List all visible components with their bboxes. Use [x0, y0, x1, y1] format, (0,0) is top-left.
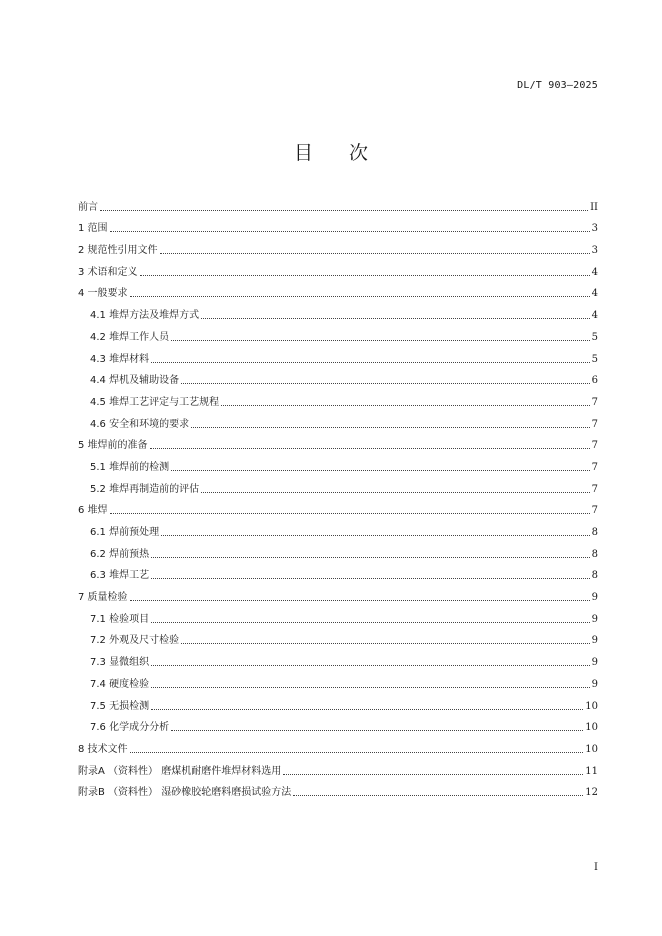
toc-entry-label: 2 规范性引用文件 — [78, 245, 158, 257]
toc-entry[interactable] — [78, 669, 598, 691]
toc-entry-label: 前言 — [78, 201, 98, 213]
toc-entry[interactable] — [78, 387, 598, 409]
dot-leader — [151, 578, 590, 579]
toc-entry[interactable] — [78, 300, 598, 322]
toc-entry[interactable] — [78, 734, 598, 756]
dot-leader — [130, 296, 590, 297]
toc-entry[interactable] — [78, 626, 598, 648]
dot-leader — [150, 448, 590, 449]
dot-leader — [283, 774, 583, 775]
dot-leader — [151, 557, 590, 558]
toc-entry-label: 7.5 无损检测 — [90, 700, 150, 712]
toc-entry-page: 7 — [591, 396, 598, 408]
toc-entry[interactable] — [78, 647, 598, 669]
dot-leader — [161, 535, 590, 536]
toc-entry[interactable] — [78, 691, 598, 713]
toc-entry-page: 4 — [591, 310, 598, 322]
toc-entry[interactable] — [78, 778, 598, 800]
toc-entry[interactable] — [78, 235, 598, 257]
dot-leader — [110, 231, 590, 232]
toc-entry-page: 3 — [591, 245, 598, 257]
toc-entry-page: 7 — [591, 418, 598, 430]
toc-entry-label: 7 质量检验 — [78, 592, 128, 604]
toc-entry-page: 10 — [585, 743, 598, 755]
toc-entry[interactable] — [78, 713, 598, 735]
toc-entry-label: 7.3 显微组织 — [90, 657, 150, 669]
dot-leader — [221, 405, 590, 406]
dot-leader — [171, 470, 590, 471]
toc-entry[interactable] — [78, 756, 598, 778]
dot-leader — [171, 730, 583, 731]
toc-entry-page: 3 — [591, 223, 598, 235]
dot-leader — [151, 709, 583, 710]
toc-entry-label: 附录A （资料性） 磨煤机耐磨件堆焊材料选用 — [78, 765, 282, 777]
toc-entry-page: 7 — [591, 483, 598, 495]
toc-entry-label: 6.2 焊前预热 — [90, 548, 150, 560]
toc-entry-page: 7 — [591, 440, 598, 452]
toc-entry-page: 10 — [585, 700, 598, 712]
toc-entry-label: 4.3 堆焊材料 — [90, 353, 150, 365]
dot-leader — [293, 795, 583, 796]
toc-entry-label: 8 技术文件 — [78, 743, 128, 755]
toc-entry[interactable] — [78, 431, 598, 453]
dot-leader — [171, 340, 590, 341]
dot-leader — [130, 600, 590, 601]
toc-entry-page: 4 — [591, 266, 598, 278]
toc-entry-label: 6 堆焊 — [78, 505, 108, 517]
toc-entry-page: 4 — [591, 288, 598, 300]
dot-leader — [140, 275, 590, 276]
toc-entry-page: 5 — [591, 353, 598, 365]
toc-entry-label: 1 范围 — [78, 223, 108, 235]
dot-leader — [191, 427, 590, 428]
toc-entry-label: 5.1 堆焊前的检测 — [90, 461, 170, 473]
toc-entry-page: 10 — [585, 722, 598, 734]
dot-leader — [110, 513, 590, 514]
toc-entry[interactable] — [78, 214, 598, 236]
toc-entry[interactable] — [78, 344, 598, 366]
toc-entry-page: 8 — [591, 527, 598, 538]
toc-entry[interactable] — [78, 409, 598, 431]
page-number: I — [594, 862, 598, 873]
toc-entry-label: 5 堆焊前的准备 — [78, 440, 148, 452]
dot-leader — [201, 318, 590, 319]
toc-entry-label: 4.4 焊机及辅助设备 — [90, 375, 180, 387]
toc-entry-page: 8 — [591, 548, 598, 560]
toc-entry-label: 7.2 外观及尺寸检验 — [90, 635, 180, 647]
toc-entry[interactable] — [78, 539, 598, 561]
toc-entry[interactable] — [78, 452, 598, 474]
toc-entry[interactable] — [78, 496, 598, 518]
toc-entry[interactable] — [78, 604, 598, 626]
dot-leader — [151, 362, 590, 363]
toc-entry-label: 6.3 堆焊工艺 — [90, 570, 150, 582]
toc-entry-page: 11 — [585, 765, 598, 777]
toc-entry[interactable] — [78, 474, 598, 496]
document-code: DL/T 903—2025 — [517, 80, 598, 91]
toc-entry-label: 7.4 硬度检验 — [90, 678, 150, 690]
table-of-contents — [78, 192, 598, 799]
toc-entry-label: 6.1 焊前预处理 — [90, 527, 160, 538]
toc-entry-page: 6 — [591, 375, 598, 387]
dot-leader — [100, 210, 588, 211]
dot-leader — [130, 752, 584, 753]
toc-entry[interactable] — [78, 561, 598, 583]
toc-entry[interactable] — [78, 257, 598, 279]
toc-entry-page: 12 — [585, 787, 598, 799]
dot-leader — [181, 383, 590, 384]
toc-entry-label: 4.6 安全和环境的要求 — [90, 418, 190, 430]
toc-entry-label: 7.1 检验项目 — [90, 613, 150, 625]
toc-entry-page: 5 — [591, 331, 598, 343]
dot-leader — [151, 622, 590, 623]
toc-entry[interactable] — [78, 279, 598, 301]
toc-entry-page: II — [590, 201, 598, 213]
toc-entry-page: 9 — [591, 613, 598, 625]
toc-entry-page: 7 — [591, 461, 598, 473]
toc-entry-label: 4.5 堆焊工艺评定与工艺规程 — [90, 396, 220, 408]
dot-leader — [181, 643, 590, 644]
dot-leader — [151, 687, 590, 688]
toc-entry-label: 4.2 堆焊工作人员 — [90, 331, 170, 343]
toc-entry[interactable] — [78, 582, 598, 604]
toc-entry-label: 附录B （资料性） 湿砂橡胶轮磨料磨损试验方法 — [78, 787, 292, 799]
dot-leader — [201, 492, 590, 493]
toc-entry-label: 3 术语和定义 — [78, 266, 138, 278]
toc-entry[interactable] — [78, 366, 598, 388]
toc-entry-page: 8 — [591, 570, 598, 582]
toc-entry-page: 9 — [591, 592, 598, 604]
toc-entry[interactable] — [78, 517, 598, 539]
dot-leader — [151, 665, 590, 666]
toc-entry-page: 7 — [591, 505, 598, 517]
dot-leader — [160, 253, 590, 254]
toc-entry-page: 9 — [591, 635, 598, 647]
toc-entry-label: 4.1 堆焊方法及堆焊方式 — [90, 310, 200, 322]
page-title: 目次 — [293, 142, 404, 164]
toc-entry[interactable] — [78, 322, 598, 344]
toc-entry-label: 4 一般要求 — [78, 288, 128, 300]
toc-entry-page: 9 — [591, 678, 598, 690]
toc-entry-page: 9 — [591, 657, 598, 669]
toc-entry-label: 5.2 堆焊再制造前的评估 — [90, 483, 200, 495]
toc-entry-label: 7.6 化学成分分析 — [90, 722, 170, 734]
toc-entry[interactable] — [78, 192, 598, 214]
